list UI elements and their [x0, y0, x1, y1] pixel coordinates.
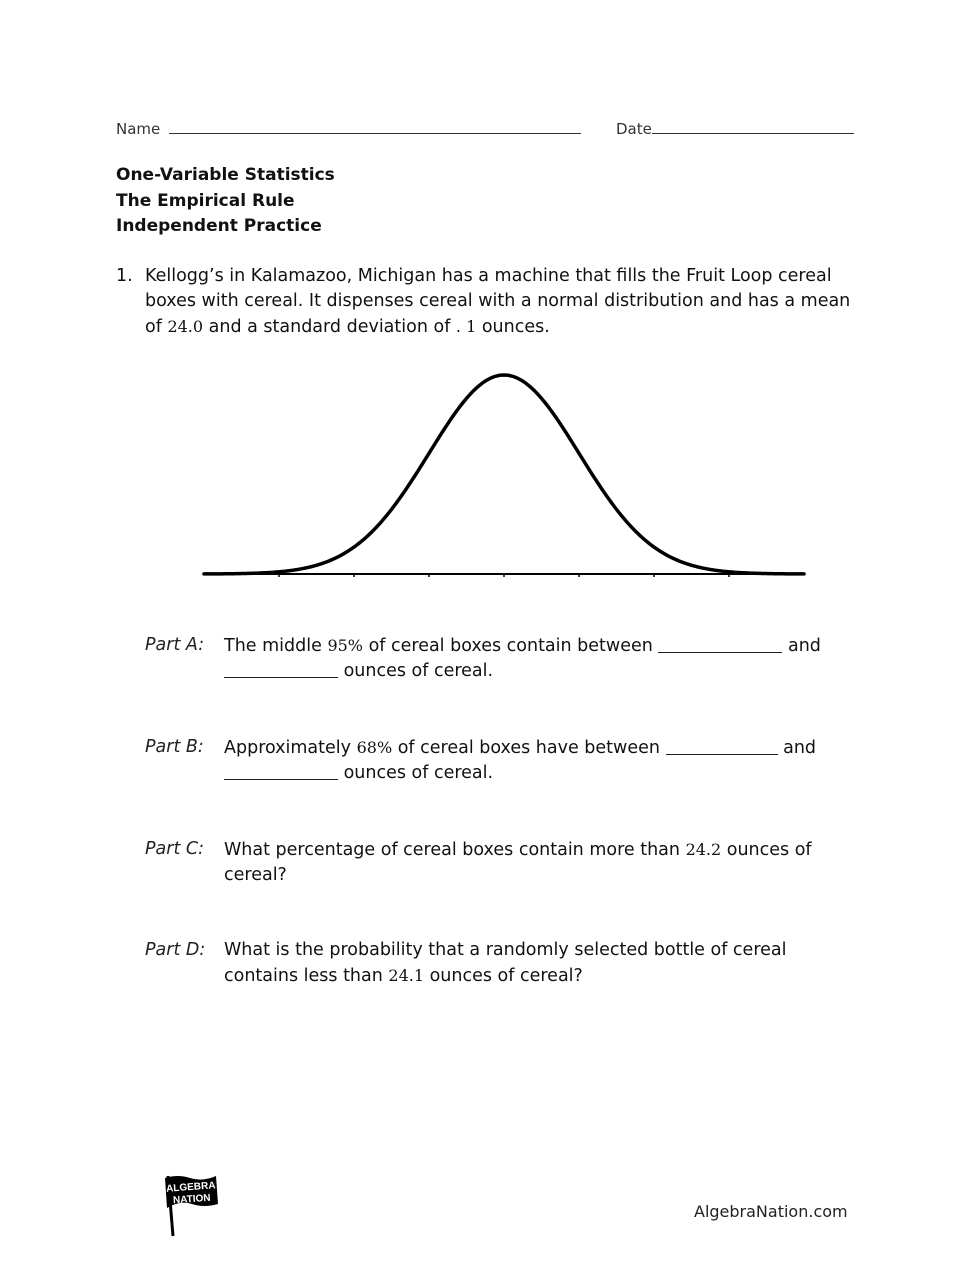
- part-b-text: Approximately 68% of cereal boxes have between and ounces of cereal.: [224, 738, 817, 783]
- part-d-label: Part D:: [145, 940, 206, 960]
- part-a-blank-1[interactable]: [658, 634, 782, 653]
- part-b: [145, 735, 865, 786]
- title-line-3: Independent Practice: [116, 216, 322, 236]
- algebra-nation-logo: [158, 1172, 222, 1240]
- part-b-label: Part B:: [145, 737, 204, 757]
- sd-value: . 1: [455, 317, 477, 336]
- part-a-blank-2[interactable]: [224, 659, 338, 678]
- name-label: Name: [116, 120, 161, 138]
- mean-value: 24.0: [167, 317, 204, 336]
- part-a-label: Part A:: [145, 635, 205, 655]
- bell-curve: [204, 375, 804, 574]
- date-label: Date: [616, 120, 652, 138]
- part-c-label: Part C:: [145, 839, 205, 859]
- part-c-value: 24.2: [685, 840, 722, 859]
- part-d-text: What is the probability that a randomly selected bottle of cereal contains less than 24.1 ounces of cereal?: [224, 940, 787, 986]
- part-c: [145, 837, 865, 888]
- question-number: 1.: [116, 266, 133, 286]
- part-b-percent: 68%: [356, 738, 393, 757]
- title-line-2: The Empirical Rule: [116, 190, 295, 211]
- part-b-blank-1[interactable]: [666, 736, 778, 755]
- title-line-1: One-Variable Statistics: [116, 165, 335, 185]
- part-a-text: The middle 95% of cereal boxes contain between and ounces of cereal.: [224, 636, 821, 681]
- svg-text:NATION: NATION: [172, 1192, 211, 1207]
- part-c-text: What percentage of cereal boxes contain more than 24.2 ounces of cereal?: [224, 840, 812, 885]
- part-d: [145, 938, 865, 989]
- svg-text:ALGEBRA: ALGEBRA: [165, 1180, 216, 1195]
- part-d-value: 24.1: [388, 966, 425, 985]
- normal-curve-diagram: [0, 0, 979, 620]
- part-b-blank-2[interactable]: [224, 761, 338, 780]
- part-a: [145, 633, 865, 684]
- footer-website[interactable]: AlgebraNation.com: [694, 1202, 848, 1221]
- part-a-percent: 95%: [327, 636, 363, 655]
- question-text: Kellogg’s in Kalamazoo, Michigan has a machine that fills the Fruit Loop cereal boxes with cereal. It dispenses cereal with a normal distribution and has a mean of 24.0 and a standard deviation of . 1 ounces.: [145, 266, 851, 337]
